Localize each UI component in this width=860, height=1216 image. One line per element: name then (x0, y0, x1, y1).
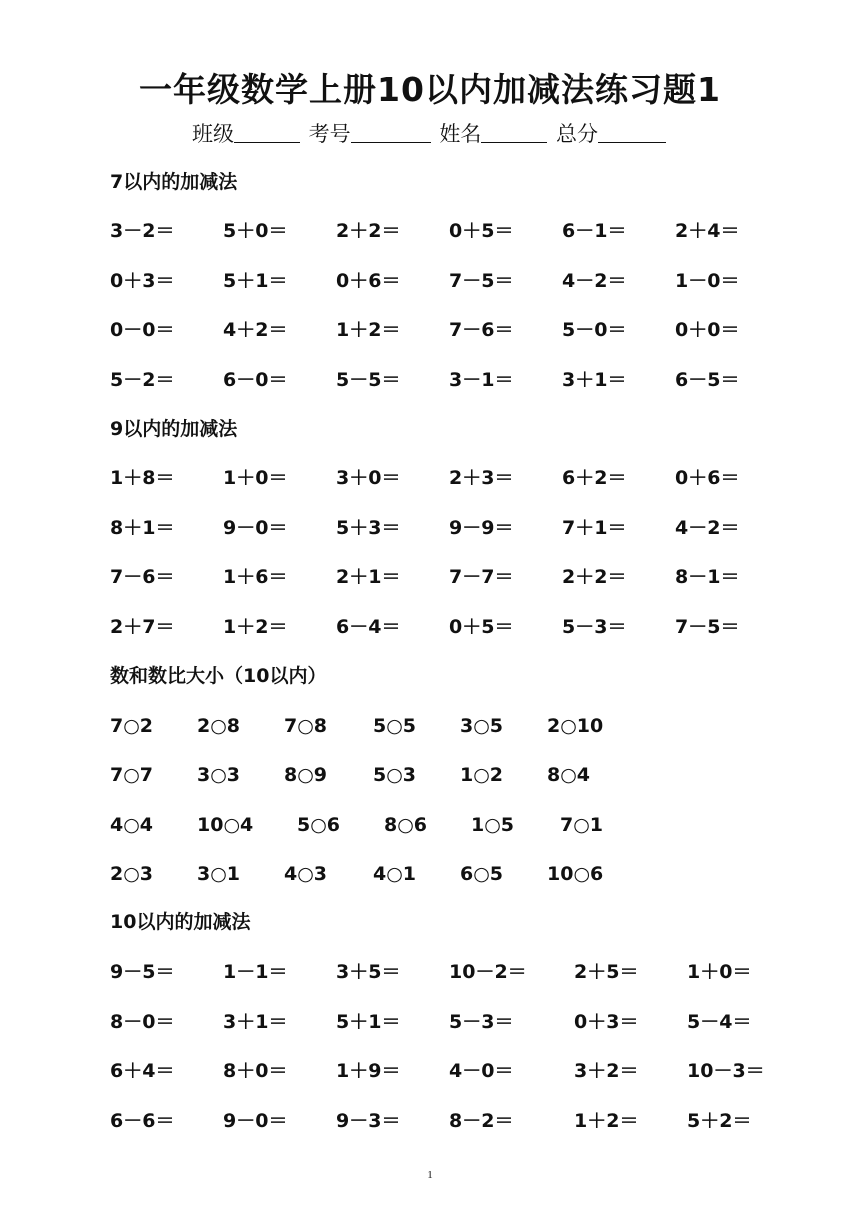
section-title: 7以内的加减法 (110, 171, 238, 193)
class-label: 班级 (191, 122, 234, 146)
problem-row (0, 957, 860, 987)
arithmetic-problem[interactable]: 3＋5＝ (336, 961, 401, 983)
arithmetic-problem[interactable]: 4＋2＝ (223, 319, 288, 341)
arithmetic-problem[interactable]: 5－2＝ (110, 369, 175, 391)
arithmetic-problem[interactable]: 2＋1＝ (336, 566, 401, 588)
comparison-problem[interactable]: 3○5 (460, 715, 504, 737)
section-title: 10以内的加减法 (110, 911, 251, 933)
comparison-problem[interactable]: 8○6 (384, 814, 428, 836)
arithmetic-problem[interactable]: 5－4＝ (687, 1011, 752, 1033)
comparison-problem[interactable]: 4○3 (284, 863, 328, 885)
arithmetic-problem[interactable]: 2＋2＝ (336, 220, 401, 242)
problem-row (0, 810, 860, 840)
exam-number-blank[interactable] (351, 120, 431, 143)
comparison-problem[interactable]: 5○3 (373, 764, 417, 786)
arithmetic-problem[interactable]: 0＋3＝ (574, 1011, 639, 1033)
arithmetic-problem[interactable]: 7－5＝ (675, 616, 740, 638)
comparison-problem[interactable]: 3○1 (197, 863, 241, 885)
arithmetic-problem[interactable]: 1＋8＝ (110, 467, 175, 489)
arithmetic-problem[interactable]: 9－0＝ (223, 517, 288, 539)
comparison-problem[interactable]: 1○2 (460, 764, 504, 786)
arithmetic-problem[interactable]: 0＋5＝ (449, 616, 514, 638)
arithmetic-problem[interactable]: 8－0＝ (110, 1011, 175, 1033)
arithmetic-problem[interactable]: 7－7＝ (449, 566, 514, 588)
arithmetic-problem[interactable]: 6－5＝ (675, 369, 740, 391)
arithmetic-problem[interactable]: 1－1＝ (223, 961, 288, 983)
total-score-blank[interactable] (598, 120, 666, 143)
comparison-problem[interactable]: 7○8 (284, 715, 328, 737)
comparison-problem[interactable]: 7○7 (110, 764, 154, 786)
arithmetic-problem[interactable]: 9－3＝ (336, 1110, 401, 1132)
arithmetic-problem[interactable]: 3＋0＝ (336, 467, 401, 489)
worksheet-title: 一年级数学上册10以内加减法练习题1 (139, 70, 721, 109)
arithmetic-problem[interactable]: 0＋6＝ (336, 270, 401, 292)
comparison-problem[interactable]: 4○4 (110, 814, 154, 836)
problem-row (0, 760, 860, 790)
comparison-problem[interactable]: 8○9 (284, 764, 328, 786)
arithmetic-problem[interactable]: 9－5＝ (110, 961, 175, 983)
arithmetic-problem[interactable]: 7＋1＝ (562, 517, 627, 539)
arithmetic-problem[interactable]: 3＋1＝ (223, 1011, 288, 1033)
arithmetic-problem[interactable]: 1－0＝ (675, 270, 740, 292)
problem-row (0, 266, 860, 296)
exam-number-label: 考号 (308, 122, 351, 146)
arithmetic-problem[interactable]: 5＋1＝ (223, 270, 288, 292)
problem-row (0, 859, 860, 889)
arithmetic-problem[interactable]: 1＋0＝ (223, 467, 288, 489)
arithmetic-problem[interactable]: 7－6＝ (110, 566, 175, 588)
arithmetic-problem[interactable]: 1＋0＝ (687, 961, 752, 983)
problem-row (0, 216, 860, 246)
arithmetic-problem[interactable]: 8－1＝ (675, 566, 740, 588)
comparison-problem[interactable]: 8○4 (547, 764, 591, 786)
arithmetic-problem[interactable]: 0＋3＝ (110, 270, 175, 292)
arithmetic-problem[interactable]: 5＋1＝ (336, 1011, 401, 1033)
arithmetic-problem[interactable]: 6－6＝ (110, 1110, 175, 1132)
arithmetic-problem[interactable]: 0＋6＝ (675, 467, 740, 489)
arithmetic-problem[interactable]: 8＋1＝ (110, 517, 175, 539)
arithmetic-problem[interactable]: 1＋9＝ (336, 1060, 401, 1082)
student-info-line (0, 118, 860, 150)
name-blank[interactable] (481, 120, 547, 143)
arithmetic-problem[interactable]: 1＋2＝ (223, 616, 288, 638)
comparison-problem[interactable]: 3○3 (197, 764, 241, 786)
arithmetic-problem[interactable]: 6＋4＝ (110, 1060, 175, 1082)
arithmetic-problem[interactable]: 2＋3＝ (449, 467, 514, 489)
arithmetic-problem[interactable]: 5＋0＝ (223, 220, 288, 242)
arithmetic-problem[interactable]: 6－4＝ (336, 616, 401, 638)
problem-row (0, 365, 860, 395)
arithmetic-problem[interactable]: 9－9＝ (449, 517, 514, 539)
arithmetic-problem[interactable]: 1＋6＝ (223, 566, 288, 588)
comparison-problem[interactable]: 5○5 (373, 715, 417, 737)
arithmetic-problem[interactable]: 6－0＝ (223, 369, 288, 391)
arithmetic-problem[interactable]: 5－3＝ (449, 1011, 514, 1033)
problem-row (0, 1106, 860, 1136)
arithmetic-problem[interactable]: 5＋3＝ (336, 517, 401, 539)
comparison-problem[interactable]: 5○6 (297, 814, 341, 836)
arithmetic-problem[interactable]: 2＋7＝ (110, 616, 175, 638)
name-label: 姓名 (439, 122, 482, 146)
comparison-problem[interactable]: 7○2 (110, 715, 154, 737)
comparison-problem[interactable]: 2○10 (547, 715, 604, 737)
arithmetic-problem[interactable]: 6－1＝ (562, 220, 627, 242)
arithmetic-problem[interactable]: 7－5＝ (449, 270, 514, 292)
arithmetic-problem[interactable]: 2＋4＝ (675, 220, 740, 242)
problem-row (0, 562, 860, 592)
arithmetic-problem[interactable]: 8＋0＝ (223, 1060, 288, 1082)
arithmetic-problem[interactable]: 3－1＝ (449, 369, 514, 391)
arithmetic-problem[interactable]: 3－2＝ (110, 220, 175, 242)
section-title: 数和数比大小（10以内） (110, 665, 327, 687)
arithmetic-problem[interactable]: 9－0＝ (223, 1110, 288, 1132)
arithmetic-problem[interactable]: 0＋0＝ (675, 319, 740, 341)
problem-row (0, 513, 860, 543)
arithmetic-problem[interactable]: 3＋1＝ (562, 369, 627, 391)
arithmetic-problem[interactable]: 1＋2＝ (336, 319, 401, 341)
arithmetic-problem[interactable]: 4－2＝ (562, 270, 627, 292)
comparison-problem[interactable]: 10○6 (547, 863, 604, 885)
comparison-problem[interactable]: 2○3 (110, 863, 154, 885)
arithmetic-problem[interactable]: 6＋2＝ (562, 467, 627, 489)
page-number: 1 (427, 1169, 433, 1181)
arithmetic-problem[interactable]: 4－0＝ (449, 1060, 514, 1082)
problem-row (0, 1007, 860, 1037)
problem-row (0, 463, 860, 493)
problem-row (0, 612, 860, 642)
problem-row (0, 315, 860, 345)
comparison-problem[interactable]: 6○5 (460, 863, 504, 885)
arithmetic-problem[interactable]: 8－2＝ (449, 1110, 514, 1132)
arithmetic-problem[interactable]: 1＋2＝ (574, 1110, 639, 1132)
arithmetic-problem[interactable]: 5－0＝ (562, 319, 627, 341)
arithmetic-problem[interactable]: 5－3＝ (562, 616, 627, 638)
arithmetic-problem[interactable]: 10－2＝ (449, 961, 527, 983)
arithmetic-problem[interactable]: 2＋2＝ (562, 566, 627, 588)
arithmetic-problem[interactable]: 4－2＝ (675, 517, 740, 539)
arithmetic-problem[interactable]: 5－5＝ (336, 369, 401, 391)
comparison-problem[interactable]: 4○1 (373, 863, 417, 885)
class-blank[interactable] (234, 120, 300, 143)
arithmetic-problem[interactable]: 0－0＝ (110, 319, 175, 341)
comparison-problem[interactable]: 7○1 (560, 814, 604, 836)
section-title: 9以内的加减法 (110, 418, 238, 440)
problem-row (0, 1056, 860, 1086)
comparison-problem[interactable]: 1○5 (471, 814, 515, 836)
arithmetic-problem[interactable]: 5＋2＝ (687, 1110, 752, 1132)
comparison-problem[interactable]: 10○4 (197, 814, 254, 836)
arithmetic-problem[interactable]: 2＋5＝ (574, 961, 639, 983)
total-score-label: 总分 (556, 122, 599, 146)
arithmetic-problem[interactable]: 0＋5＝ (449, 220, 514, 242)
comparison-problem[interactable]: 2○8 (197, 715, 241, 737)
arithmetic-problem[interactable]: 3＋2＝ (574, 1060, 639, 1082)
problem-row (0, 711, 860, 741)
arithmetic-problem[interactable]: 7－6＝ (449, 319, 514, 341)
arithmetic-problem[interactable]: 10－3＝ (687, 1060, 765, 1082)
